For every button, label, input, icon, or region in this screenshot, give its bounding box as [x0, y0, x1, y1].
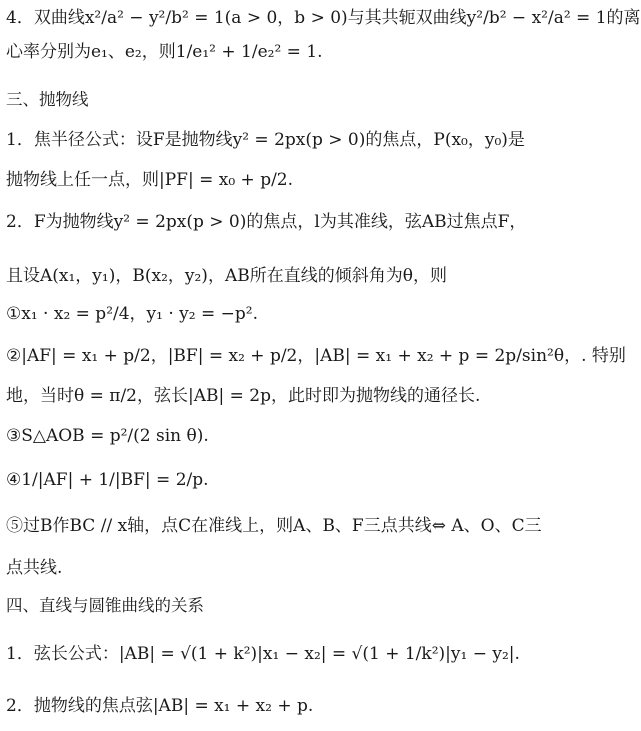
text-line: ④1/|AF| + 1/|BF| = 2/p. [6, 470, 209, 490]
text-line: 2．F为抛物线y² = 2px(p > 0)的焦点，l为其准线，弦AB过焦点F， [6, 212, 527, 232]
text-line: ②|AF| = x₁ + p/2，|BF| = x₂ + p/2，|AB| = x₁ + x₂ + p = 2p/sin²θ，. 特别 [6, 346, 626, 366]
text-line: 点共线. [6, 558, 63, 578]
text-line: 2．抛物线的焦点弦|AB| = x₁ + x₂ + p. [6, 696, 314, 716]
text-line: 抛物线上任一点，则|PF| = x₀ + p/2. [6, 170, 294, 190]
text-line: ⑤过B作BC // x轴，点C在准线上，则A、B、F三点共线⇔ A、O、C三 [6, 516, 542, 536]
text-line: 心率分别为e₁、e₂，则1/e₁² + 1/e₂² = 1. [6, 42, 323, 62]
text-line: 1．焦半径公式：设F是抛物线y² = 2px(p > 0)的焦点，P(x₀，y₀)是 [6, 130, 525, 150]
text-line: ③S△AOB = p²/(2 sin θ). [6, 426, 209, 446]
text-line: 且设A(x₁，y₁)，B(x₂，y₂)，AB所在直线的倾斜角为θ，则 [6, 266, 447, 286]
text-line: 1．弦长公式：|AB| = √(1 + k²)|x₁ − x₂| = √(1 + 1/k²)|y₁ − y₂|. [6, 644, 520, 664]
text-line: 四、直线与圆锥曲线的关系 [6, 596, 204, 615]
text-line: 4．双曲线x²/a² − y²/b² = 1(a > 0，b > 0)与其共轭双曲线y²/b² − x²/a² = 1的离 [6, 8, 641, 28]
text-line: 地，当时θ = π/2，弦长|AB| = 2p，此时即为抛物线的通径长. [6, 386, 481, 406]
text-line: ①x₁ · x₂ = p²/4，y₁ · y₂ = −p². [6, 304, 258, 324]
text-line: 三、抛物线 [6, 90, 89, 109]
